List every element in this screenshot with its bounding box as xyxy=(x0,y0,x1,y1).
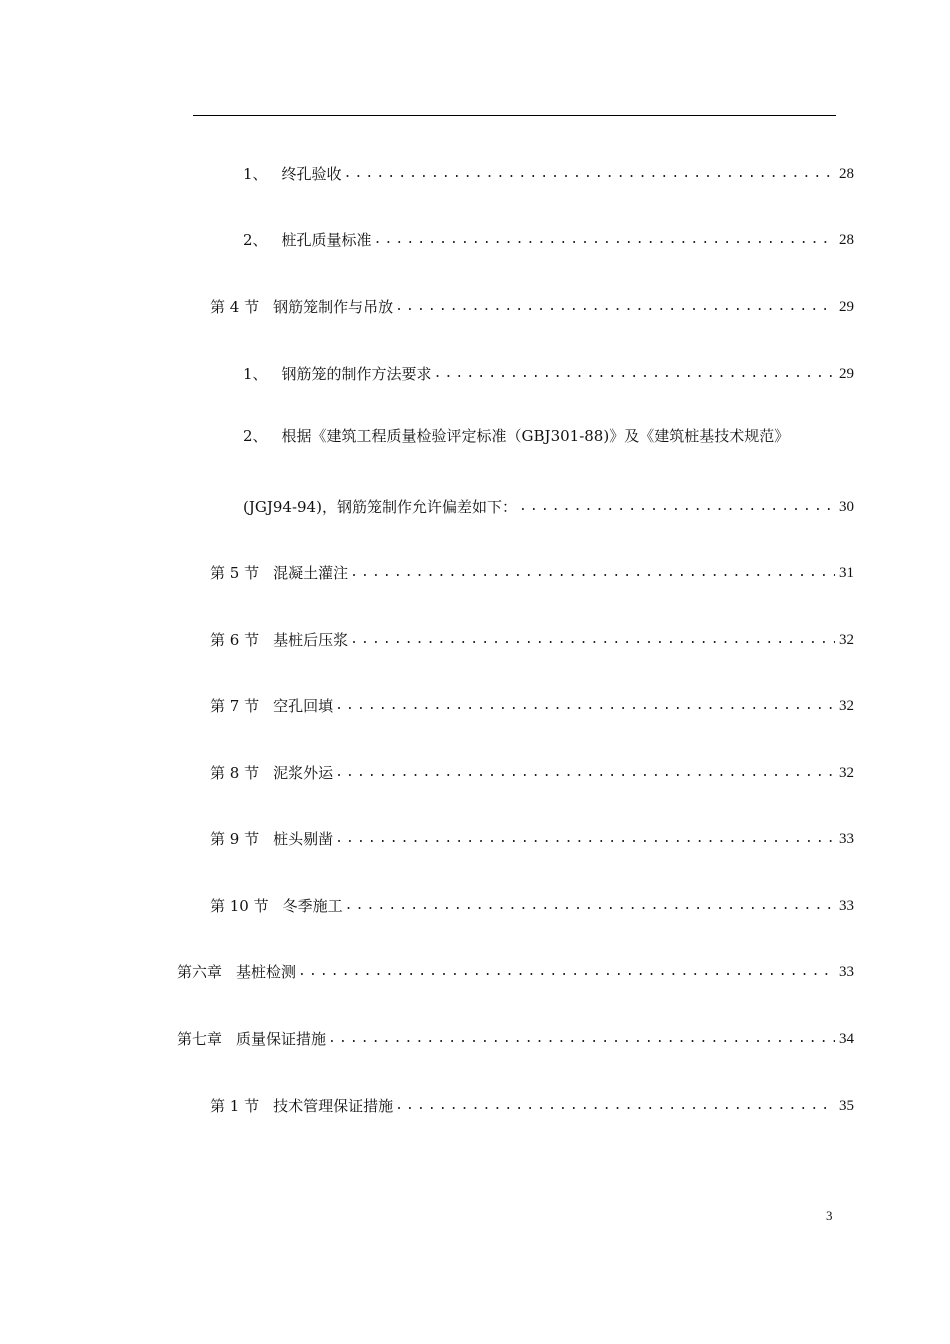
toc-entry-text: 基桩后压浆 xyxy=(273,631,349,649)
toc-entry-number: 第 1 节 xyxy=(210,1097,260,1115)
toc-entry[interactable] xyxy=(243,226,854,250)
dot-leader xyxy=(434,364,835,384)
page-number: 3 xyxy=(826,1208,833,1223)
toc-entry-text: 混凝土灌注 xyxy=(273,564,349,582)
toc-entry-number: 第 9 节 xyxy=(210,830,260,848)
dot-leader xyxy=(350,630,835,650)
toc-entry[interactable] xyxy=(210,559,854,583)
toc-entry-title xyxy=(177,962,298,982)
dot-leader xyxy=(335,763,835,783)
toc-entry-number: 第 7 节 xyxy=(210,697,260,715)
toc-entry-title xyxy=(243,497,519,517)
toc-entry[interactable] xyxy=(243,360,854,384)
toc-entry-page: 33 xyxy=(839,831,854,847)
toc-entry-number: 2、 xyxy=(243,231,268,249)
toc-entry-text: 技术管理保证措施 xyxy=(273,1097,394,1115)
toc-entry-page: 32 xyxy=(839,632,854,648)
toc-entry-number: 第 4 节 xyxy=(210,298,260,316)
toc-entry-text: 泥浆外运 xyxy=(273,764,334,782)
toc-entry-number: 1、 xyxy=(243,165,268,183)
toc-entry-title xyxy=(177,1029,328,1049)
dot-leader xyxy=(374,230,835,250)
toc-entry[interactable] xyxy=(210,892,854,916)
toc-entry-title xyxy=(210,896,345,916)
dot-leader xyxy=(335,696,835,716)
dot-leader xyxy=(395,1096,835,1116)
toc-entry-title xyxy=(210,1096,395,1116)
toc-entry-text: (JGJ94-94)，钢筋笼制作允许偏差如下： xyxy=(243,498,517,516)
toc-entry-page: 29 xyxy=(839,366,854,382)
dot-leader xyxy=(344,164,835,184)
toc-entry[interactable] xyxy=(243,426,791,450)
toc-entry-number: 1、 xyxy=(243,365,268,383)
toc-entry-text: 基桩检测 xyxy=(236,963,297,981)
toc-entry-number: 2、 xyxy=(243,427,268,445)
toc-entry[interactable] xyxy=(243,493,854,517)
toc-entry-page: 30 xyxy=(839,499,854,515)
toc-entry-page: 32 xyxy=(839,765,854,781)
toc-entry-page: 31 xyxy=(839,565,854,581)
toc-entry-number: 第 8 节 xyxy=(210,764,260,782)
dot-leader xyxy=(335,829,835,849)
toc-entry-text: 冬季施工 xyxy=(282,897,343,915)
toc-entry-page: 34 xyxy=(839,1031,854,1047)
toc-entry-title xyxy=(243,164,344,184)
toc-entry-title xyxy=(210,829,335,849)
toc-entry-number: 第 10 节 xyxy=(210,897,269,915)
dot-leader xyxy=(350,563,835,583)
dot-leader xyxy=(395,297,835,317)
toc-entry-text: 空孔回填 xyxy=(273,697,334,715)
toc-entry-title xyxy=(210,563,350,583)
toc-entry-text: 桩头剔凿 xyxy=(273,830,334,848)
toc-entry-title xyxy=(210,763,335,783)
toc-entry-title xyxy=(243,230,374,250)
toc-entry-number: 第 6 节 xyxy=(210,631,260,649)
toc-entry-title xyxy=(243,364,434,384)
toc-entry-text: 钢筋笼制作与吊放 xyxy=(273,298,394,316)
dot-leader xyxy=(298,962,835,982)
dot-leader xyxy=(328,1029,835,1049)
toc-entry[interactable] xyxy=(210,1092,854,1116)
toc-entry-page: 35 xyxy=(839,1098,854,1114)
toc-entry-text: 终孔验收 xyxy=(281,165,342,183)
dot-leader xyxy=(345,896,835,916)
toc-entry-text: 根据《建筑工程质量检验评定标准（GBJ301-88)》及《建筑桩基技术规范》 xyxy=(281,427,790,445)
toc-entry[interactable] xyxy=(210,293,854,317)
toc-entry-number: 第 5 节 xyxy=(210,564,260,582)
toc-entry-page: 32 xyxy=(839,698,854,714)
toc-entry-title xyxy=(210,696,335,716)
toc-entry-title xyxy=(210,630,350,650)
toc-entry[interactable] xyxy=(210,825,854,849)
dot-leader xyxy=(519,497,835,517)
toc-entry-text: 桩孔质量标准 xyxy=(281,231,372,249)
toc-entry-page: 33 xyxy=(839,898,854,914)
toc-entry-number: 第六章 xyxy=(177,963,223,981)
toc-entry-text: 质量保证措施 xyxy=(236,1030,327,1048)
toc-entry-title xyxy=(210,297,395,317)
toc-entry[interactable] xyxy=(210,692,854,716)
toc-entry[interactable] xyxy=(177,958,854,982)
toc-entry[interactable] xyxy=(177,1025,854,1049)
toc-entry-text: 钢筋笼的制作方法要求 xyxy=(281,365,432,383)
toc-entry[interactable] xyxy=(243,160,854,184)
toc-entry-page: 29 xyxy=(839,299,854,315)
toc-entry-title xyxy=(243,427,791,445)
toc-entry-page: 28 xyxy=(839,166,854,182)
toc-entry[interactable] xyxy=(210,759,854,783)
toc-entry-page: 28 xyxy=(839,232,854,248)
toc-entry-number: 第七章 xyxy=(177,1030,223,1048)
toc-entry[interactable] xyxy=(210,626,854,650)
toc-entry-page: 33 xyxy=(839,964,854,980)
